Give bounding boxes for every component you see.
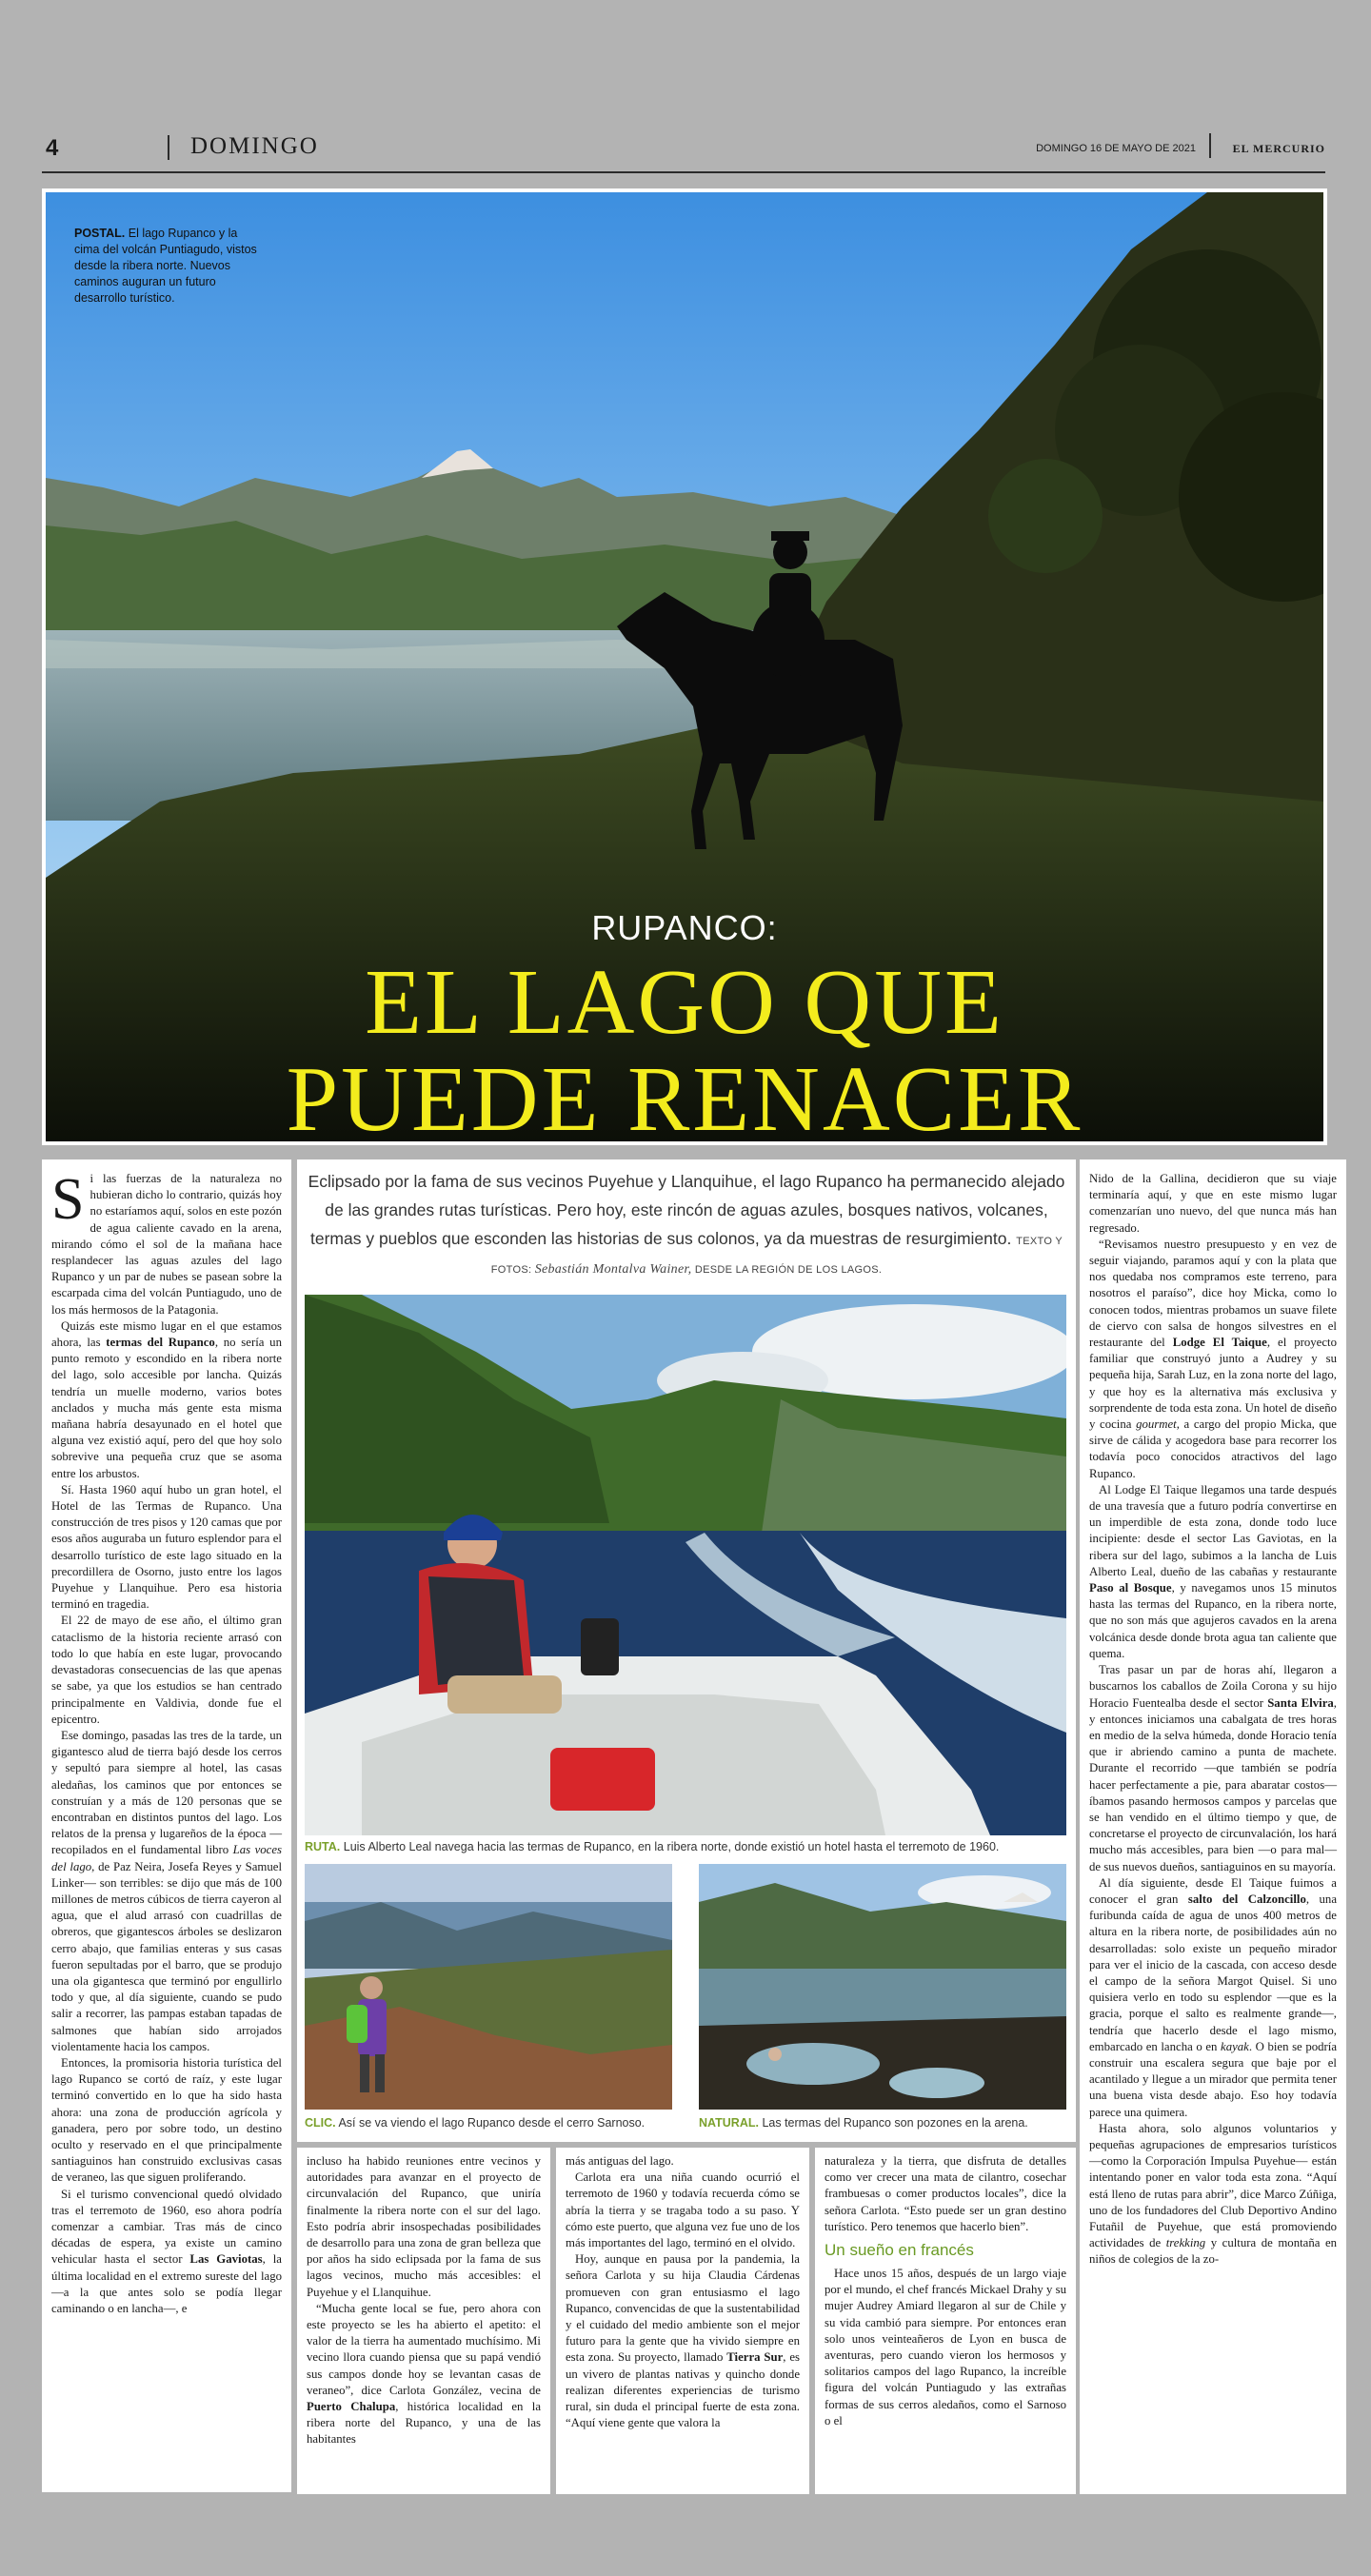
col1-paragraph [51,2187,282,2318]
col5-text: Al día siguiente, desde El Taique fuimos a conocer el gran [1089,1875,1337,1906]
col5-text: , una furibunda caída de agua de unos 400 metros de altura en la ribera norte, de posibilidades aún no desarrolladas: solo existe un pequeño mirador para ver el inicio de la cascada, con acceso desde el campo de la señora Margot Quisel. Si uno quisiera verlo en todo su esplendor —que es la gracia, porque el salto es realmente grande—, tendría que hacerlo desde el lago mismo, embarcado en lancha o en [1089,1892,1337,2053]
drop-cap: S [51,1167,85,1232]
newspaper-name: EL MERCURIO [1232,142,1325,155]
headline-line-1: EL LAGO QUE [365,951,1004,1054]
col5-bold: salto del Calzoncillo [1187,1892,1306,1906]
col3-text: Hoy, aunque en pausa por la pandemia, la señora Carlota y su hija Claudia Cárdenas promueven con gran entusiasmo el lago Rupanco, convencidas de que la sustentabilidad y el cuidado del medio ambiente son el mejor futuro para la gente que ha vivido siempre en esta zona. Su proyecto, llamado [566,2252,800,2365]
col5-text: “Revisamos nuestro presupuesto y en vez de seguir viajando, paramos aquí y con la plata que nos quedaba nos compramos este terreno, para nosotros el paraíso”, dice hoy Micka, como lo conocen todos, mientras probamos un suave filete de ciervo con salsa de hongos silvestres en el restaurante del [1089,1237,1337,1350]
deck-text: Eclipsado por la fama de sus vecinos Puyehue y Llanquihue, el lago Rupanco ha permanecido alejado de las grandes rutas turísticas. Pero hoy, este rincón de aguas azules, bosques nativos, volcanes, termas y pueblos que esconden las historias de sus colonos, ya da muestras de resurgimiento. [308,1172,1065,1248]
subheading: Un sueño en francés [825,2241,974,2260]
col5-text: , y navegamos unos 15 minutos hasta las termas del Rupanco, en la ribera norte, que no son más que agujeros cavados en la arena volcánica desde donde brota agua tan caliente que quema. [1089,1581,1337,1660]
col1-bold: termas del Rupanco [106,1336,215,1350]
col5-bold: Santa Elvira [1267,1695,1334,1710]
masthead [42,131,1325,173]
col5-paragraph [1089,2121,1337,2269]
col1-text: Ese domingo, pasadas las tres de la tarde, un gigantesco alud de tierra bajó desde los cerros y sepultó para siempre al hotel, las casas aledañas, los caminos que por entonces se construían y a más de 120 personas que se encontraban en distintos puntos del lago. Los relatos de la prensa y lugareños de la época —recopilados en el fundamental libro [51,1728,282,1857]
article-column-3 [556,2148,809,2494]
photo-caption-natural [699,2115,1070,2130]
col5-italic: trekking [1165,2236,1206,2250]
col4-paragraph: Hace unos 15 años, después de un largo viaje por el mundo, el chef francés Mickael Drahy y su mujer Audrey Amiard llegaron al sur de Chile y su vida cambió para siempre. Por entonces eran solo unos veinteañeros de Lyon en busca de aventuras, pero cuando vieron los hermosos y solitarios campos del lago Rupanco, la increíble figura del volcán Puntiagudo y las extrañas formas de sus cerros aledaños, como el Sarnoso o el [825,2267,1066,2427]
col5-italic: kayak [1221,2039,1249,2053]
article-column-5 [1080,1159,1346,2494]
col1-text: , no sería un punto remoto y escondido en la ribera norte del lago, solo accesible por lancha. Quizás tendría un muelle moderno, varios botes anclados y mucha más gente esta misma mañana habría desayunado en el hotel que alguna vez existió aquí, pero del que hoy solo sobrevive una pequeña cruz que se asoma entre los arbustos. [51,1336,282,1480]
caption-tag: NATURAL. [699,2116,759,2130]
col3-paragraph: Carlota era una niña cuando ocurrió el terremoto de 1960 y todavía recuerda cómo se abría la tierra y se tragaba todo a su paso. Y cómo este puerto, que alguna vez fue uno de los más importantes del lago, terminó en el olvido. [566,2170,800,2250]
headline [46,951,1323,1145]
thermal-pools-photo-illustration [699,1864,1066,2110]
col5-text: . O bien se podría construir una escalera segura que baje por el acantilado y llegue a un mirador que permita tener una buena vista desde abajo. Eso hoy todavía parece una quimera. [1089,2039,1338,2119]
col5-text: , el proyecto familiar que construyó junto a Audrey y su pequeña hija, Sarah Luz, en la zona norte del lago, y que hoy es la alternativa más exclusiva y sorprendente de toda esta zona. Un hotel de diseño y cocina [1089,1336,1337,1432]
col5-text: , a cargo del propio Micka, que sirve de cálida y acogedora base para recorrer los todavía poco conocidos atractivos del lago Rupanco. [1089,1417,1337,1480]
col1-paragraph [51,1728,282,2055]
photo-ruta [305,1295,1066,1835]
issue-date: DOMINGO 16 DE MAYO DE 2021 [1036,143,1196,154]
headline-line-2: PUEDE RENACER [286,1048,1083,1145]
caption-text: Así se va viendo el lago Rupanco desde el cerro Sarnoso. [338,2116,646,2130]
col1-text: Quizás este mismo lugar en el que estamos ahora, las [51,1318,282,1350]
photo-caption-clic [305,2115,676,2130]
col1-text: Si el turismo convencional quedó olvidado tras el terremoto de 1960, eso ahora podría comenzar a cambiar. Tras más de cinco décadas de espera, ya existe un camino vehicular hasta el sector [51,2187,282,2267]
col5-paragraph [1089,1662,1337,1875]
col3-paragraph: más antiguas del lago. [566,2154,674,2168]
col1-paragraph [51,1167,282,1318]
col2-text: , histórica localidad en la ribera norte del Rupanco, y una de las habitantes [307,2400,541,2447]
col5-paragraph [1089,1237,1337,1482]
header-divider [168,135,169,160]
header-divider-right [1209,133,1211,158]
col1-paragraph: Sí. Hasta 1960 aquí hubo un gran hotel, el Hotel de las Termas de Rupanco. Una construcción de tres pisos y 120 camas que por esos años auguraba un futuro esplendor para el desarrollo turístico de este lago situado en la precordillera de Osorno, justo entre los lagos Puyehue y Llanquihue. Pero esa historia terminó en tragedia. [51,1482,282,1612]
col2-text: “Mucha gente local se fue, pero ahora con este proyecto se les ha abierto el apetito: el valor de la tierra ha aumentado muchísimo. Mi vecino llora cuando piensa que su papá vendió sus campos donde hoy se levantan casas de veraneo”, dice Carlota González, vecina de [307,2301,541,2397]
article-column-1 [42,1159,291,2492]
article-column-4 [815,2148,1076,2494]
caption-text: Las termas del Rupanco son pozones en la arena. [762,2116,1028,2130]
col1-bold: Las Gaviotas [189,2252,263,2267]
col1-text: i las fuerzas de la naturaleza no hubieran dicho lo contrario, quizás hoy no estaríamos aquí, solos en este pozón de agua caliente cavado en la arena, mirando cómo el sol de la mañana hace resplandecer las aguas azules del lago Rupanco y un par de nubes se pasean sobre la escarpada cima del volcán Puntiagudo, uno de los más hermosos de la Patagonia. [51,1172,282,1317]
section-name: DOMINGO [190,133,319,159]
col2-paragraph [307,2301,541,2448]
caption-tag: CLIC. [305,2116,336,2130]
caption-text: Luis Alberto Leal navega hacia las termas de Rupanco, en la ribera norte, donde existió un hotel hasta el terremoto de 1960. [343,1840,1000,1853]
hero-caption-tag: POSTAL. [74,227,126,240]
col4-paragraph: naturaleza y la tierra, que disfruta de detalles como ver crecer una mata de cilantro, cosechar frambuesas o comer productos locales”, dice la señora Carlota. “Esto puede ser un gran destino turístico. Pero tenemos que hacerlo bien”. [825,2154,1066,2233]
col5-text: , y entonces iniciamos una cabalgata de tres horas en medio de la selva húmeda, donde Horacio tenía que ir abriendo camino a punta de machete. Durante el recorrido —que también se podría hacer perfectamente a pie, para abaratar costos— íbamos pasando hermosos campos y parcelas que se han vendido en el último tiempo y que, de concretarse el proyecto de circunvalación, los hará mucho más accesibles, para bien —o para mal— de sus nuevos dueños, santiaguinos en su mayoría. [1089,1695,1337,1873]
col2-paragraph: incluso ha habido reuniones entre vecinos y autoridades para avanzar en el proyecto de circunvalación del Rupanco, que uniría finalmente la ribera norte con el sur del lago. Esto podría abrir insospechadas posibilidades de desarrollo para una zona de gran belleza que por años ha sido eclipsada por la fama de sus lagos vecinos, mucho más accesibles: el Puyehue y el Llanquihue. [307,2154,541,2299]
col5-text: Hasta ahora, solo algunos voluntarios y pequeñas agrupaciones de empresarios turísticos —como la Corporación Impulsa Puyehue— están intentando poner en valor toda esta zona. “Aquí está lleno de rutas para abrir”, dice Marco Zúñiga, uno de los fundadores del Club Deportivo Andino Futañil de Puyehue, que está promoviendo actividades de [1089,2121,1337,2250]
book-title: Las voces del lago [51,1843,282,1873]
col1-paragraph [51,1318,282,1482]
article-column-2 [297,2148,550,2494]
photo-clic [305,1864,672,2110]
article-deck [303,1167,1070,1281]
col5-text: Al Lodge El Taique llegamos una tarde después de una travesía que a futuro podría convertirse en un imperdible de esta zona, donde todo luce incipiente: desde el sector Las Gaviotas, en la ribera sur del lago, subimos a la lancha de Luis Alberto Leal, dueño de las cabañas y restaurante [1089,1482,1337,1578]
page-number: 4 [46,135,59,161]
col3-text: , es un vivero de plantas nativas y quincho donde realizan diferentes experiencias de turismo rural, sin duda el principal fuerte de esta zona. “Aquí viene gente que valora la [566,2350,800,2430]
hero-caption-text: El lago Rupanco y la cima del volcán Puntiagudo, vistos desde la ribera norte. Nuevos caminos auguran un futuro desarrollo turístico. [74,227,257,305]
caption-tag: RUTA. [305,1840,341,1853]
col5-paragraph [1089,1875,1337,2121]
hiker-photo-illustration [305,1864,672,2110]
col3-bold: Tierra Sur [726,2350,784,2365]
byline-author: Sebastián Montalva Wainer, [534,1262,692,1277]
col1-paragraph: El 22 de mayo de ese año, el último gran cataclismo de la historia reciente arrasó con todo lo que había en este lugar, provocando devastadoras consecuencias de las que apenas se sabe, ya que los estudios se han centrado principalmente en Valdivia, donde fue el epicentro. [51,1614,282,1726]
photo-caption-ruta [305,1839,1066,1854]
col5-paragraph [1089,1482,1337,1662]
byline-suffix: DESDE LA REGIÓN DE LOS LAGOS. [694,1264,883,1276]
col1-text: , la última localidad en el extremo sureste del lago —a la que antes solo se podía llegar caminando o en lancha—, e [51,2252,282,2316]
col5-paragraph: Nido de la Gallina, decidieron que su viaje terminaría aquí, y que en este mismo lugar comenzarían uno nuevo, del que nunca más han regresado. [1089,1172,1337,1235]
col1-paragraph: Entonces, la promisoria historia turística del lago Rupanco se cortó de raíz, y este lugar terminó convertido en lo que ha sido hasta ahora: una zona de producción agrícola y ganadera, pero por sobre todo, un destino oculto y reservado en el que principalmente santiaguinos han construido exclusivas casas de veraneo, las que siguen proliferando. [51,2055,282,2185]
col5-bold: Paso al Bosque [1089,1581,1172,1595]
byline-prefix: TEXTO Y FOTOS: [490,1236,1063,1276]
col5-italic: gourmet [1136,1417,1177,1432]
col2-bold: Puerto Chalupa [307,2400,396,2414]
col5-text: y cultura de montaña en niños de colegios de la zo- [1089,2236,1338,2267]
col3-paragraph [566,2251,800,2431]
col1-text: , de Paz Neira, Josefa Reyes y Samuel Linker— son terribles: se dijo que más de 100 millones de metros cúbicos de tierra cayeron al agua, que el alud arrasó con cuadrillas de obreros, que gigantescos árboles se deslizaron cerro abajo, que familias enteras y sus casas fueron sepultadas por el barro, que se produjo una ola gigantesca que terminó por engullirlo todo y que, al día siguiente, cuando se pudo salir a recorrer, las pampas estaban tapadas de salmones que habían sido arrojados violentamente hacia los campos. [51,1859,282,2053]
headline-kicker: RUPANCO: [591,908,778,947]
col5-bold: Lodge El Taique [1172,1336,1267,1350]
photo-natural [699,1864,1066,2110]
col5-text: Tras pasar un par de horas ahí, llegaron a buscarnos los caballos de Zoila Corona y su hijo Horacio Fuentealba desde el sector [1089,1663,1337,1710]
hero-caption [74,226,265,307]
boat-photo-illustration [305,1295,1066,1835]
hero-photo [42,188,1327,1145]
